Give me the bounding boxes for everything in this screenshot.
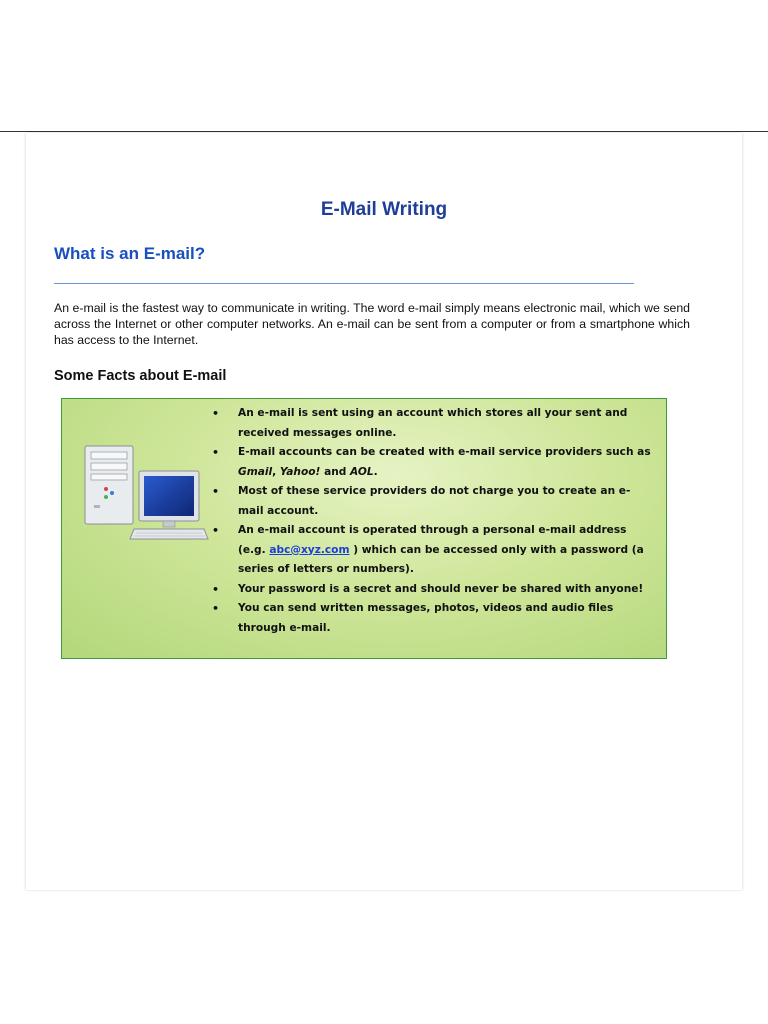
section-heading: What is an E-mail? [54,244,206,263]
brand-aol: AOL [350,465,374,478]
section-divider [54,283,634,284]
list-item [212,599,653,638]
fact-text: Most of these service providers do not charge you to create an e-mail account. [238,485,631,517]
document-title: E-Mail Writing [320,199,448,220]
bullet-icon: • [212,446,220,459]
bullet-icon: • [212,524,220,537]
list-item [212,404,653,443]
facts-heading: Some Facts about E-mail [54,368,227,384]
fact-suffix: . [373,465,378,478]
bullet-icon: • [212,485,220,498]
intro-paragraph: An e-mail is the fastest way to communicate in writing. The word e-mail simply means electronic mail, which we send across the Internet or other computer networks. An e-mail can be sent from a computer or from a smartphone which has access to the Internet. [54,301,690,347]
fact-text: An e-mail is sent using an account which stores all your sent and received messages online. [238,407,628,439]
top-divider [0,131,768,132]
bullet-icon: • [212,582,220,596]
fact-text: Your password is a secret and should never be shared with anyone! [238,582,644,595]
list-item [212,580,653,600]
document-page [26,133,742,890]
fact-text: You can send written messages, photos, videos and audio files through e-mail. [238,602,614,634]
fact-text: An e-mail account is operated through a personal e-mail address (e.g. [238,524,627,556]
list-item [212,482,653,521]
list-item [212,443,653,482]
facts-box [61,398,667,659]
desktop-computer-icon [84,445,210,545]
facts-list [212,404,653,638]
brand-gmail: Gmail [238,465,273,478]
email-example-link[interactable]: abc@xyz.com [269,543,350,556]
fact-text: E-mail accounts can be created with e-mail service providers such as [238,446,651,458]
list-item [212,521,653,580]
separator: and [320,465,351,478]
bullet-icon: • [212,407,220,420]
fact-suffix: ) which can be accessed only with a password (a series of letters or numbers). [238,543,644,575]
bullet-icon: • [212,602,220,615]
separator: , [272,465,280,478]
brand-yahoo: Yahoo! [279,465,321,478]
